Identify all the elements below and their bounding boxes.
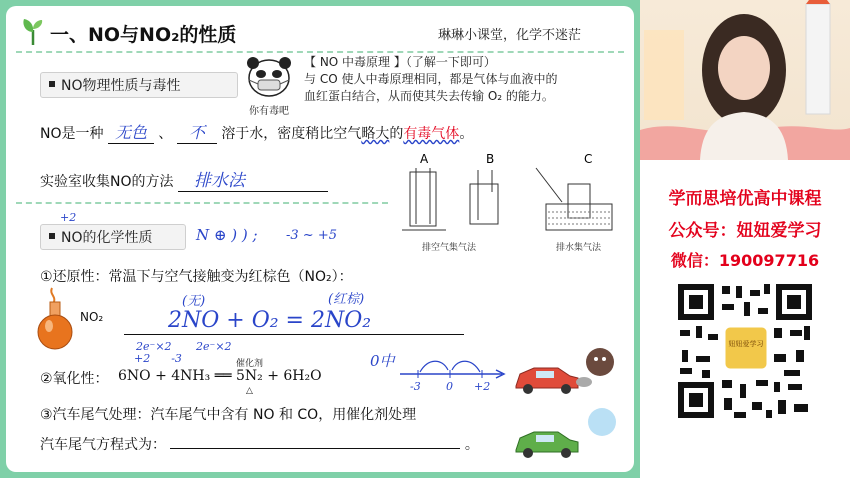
- mid-divider: [16, 202, 388, 204]
- apparatus-drawing: [398, 166, 626, 236]
- collection-row: [40, 166, 328, 192]
- valence-range: -3 ~ +5: [286, 228, 337, 243]
- poison-line1: 与 CO 使人中毒原理相同，都是气体与血液中的: [304, 72, 558, 86]
- blank-solubility: 不: [177, 120, 217, 144]
- label-c: C: [584, 152, 593, 166]
- oxidizing-title: ②氧化性：: [40, 371, 109, 387]
- above-left-note: (无): [182, 294, 206, 309]
- poison-title: 【 NO 中毒原理 】（了解一下即可）: [304, 55, 496, 69]
- prop-mid: 溶于水，密度稍比空气: [221, 126, 362, 142]
- promo-line1: 学而思培优高中课程: [668, 189, 822, 209]
- above-right-note: (红棕): [328, 292, 365, 307]
- apparatus-figure: [398, 152, 626, 256]
- flask-icon: [34, 284, 76, 356]
- electron-note-1: 2e⁻×2: [136, 340, 172, 353]
- prop-mid2: 的: [389, 126, 404, 142]
- prop-sep: 、: [158, 126, 173, 142]
- numberline-tick-1: -3: [410, 380, 421, 393]
- physical-props: [40, 120, 473, 144]
- slogan: 琳琳小课堂，化学不迷茫: [438, 28, 582, 43]
- prop-emph: 略大: [361, 126, 390, 142]
- equation-line: [124, 334, 464, 335]
- exhaust-end: 。: [464, 437, 479, 453]
- exhaust-title: ③汽车尾气处理：汽车尾气中含有 NO 和 CO，用催化剂处理: [40, 407, 417, 423]
- right-panel: [640, 0, 850, 478]
- oxidizing-marks: +2 -3: [134, 352, 182, 365]
- reducing-title: ①还原性：常温下与空气接触变为红棕色（NO₂）：: [40, 269, 353, 285]
- catalyst-label: 催化剂: [236, 359, 264, 369]
- clean-car-illustration: [512, 406, 622, 466]
- prop-prefix: NO是一种: [40, 126, 104, 142]
- caption-water: 排水集气法: [556, 243, 602, 253]
- exhaust-blank: [170, 448, 460, 449]
- numberline-tick-2: 0: [446, 380, 453, 393]
- panda-caption: 你有毒吧: [249, 106, 289, 117]
- label-b: B: [486, 152, 495, 166]
- collection-label: 实验室收集NO的方法: [40, 174, 174, 190]
- oxidizing-equation: 6NO + 4NH₃ ══ 5N₂ + 6H₂O: [118, 368, 322, 384]
- car-exhaust-illustration: [512, 346, 622, 402]
- delta-label: △: [246, 386, 253, 396]
- electron-note-2: 2e⁻×2: [196, 340, 232, 353]
- panda-meme: [244, 54, 294, 117]
- promo-line3: 微信：190097716: [670, 251, 820, 270]
- number-line: [398, 356, 508, 396]
- header-divider: [16, 51, 624, 53]
- blank-color: 无色: [108, 120, 154, 144]
- section-physical: NO物理性质与毒性: [40, 72, 238, 98]
- prop-end: 。: [459, 126, 474, 142]
- promo-line2: 公众号：妞妞爱学习: [668, 221, 822, 241]
- exhaust-prefix: 汽车尾气方程式为：: [40, 437, 166, 453]
- exhaust-line: [40, 434, 479, 454]
- teacher-video: [640, 0, 850, 160]
- qr-code: [674, 280, 816, 422]
- reducing-equation: 2NO + O₂ = 2NO₂: [168, 308, 372, 333]
- poison-box: [304, 54, 626, 105]
- sprout-icon: [20, 16, 46, 50]
- collection-answer: 排水法: [178, 166, 328, 192]
- atom-structure: N ⊕ ) ) ;: [196, 226, 258, 244]
- poison-line2: 血红蛋白结合，从而使其失去传输 O₂ 的能力。: [304, 89, 554, 103]
- prop-red: 有毒气体: [403, 126, 460, 142]
- label-a: A: [420, 152, 429, 166]
- caption-air: 排空气集气法: [422, 243, 477, 253]
- valence-plus2: +2: [60, 211, 77, 224]
- slide: [6, 6, 634, 472]
- flask-label: NO₂: [80, 310, 104, 324]
- section-chemical: NO的化学性质: [40, 224, 186, 250]
- qr-center-label: 妞妞爱学习: [728, 340, 764, 348]
- oxidizing-note: 0中: [370, 352, 395, 370]
- page-title: 一、NO与NO₂的性质: [50, 24, 237, 46]
- numberline-tick-3: +2: [474, 380, 491, 393]
